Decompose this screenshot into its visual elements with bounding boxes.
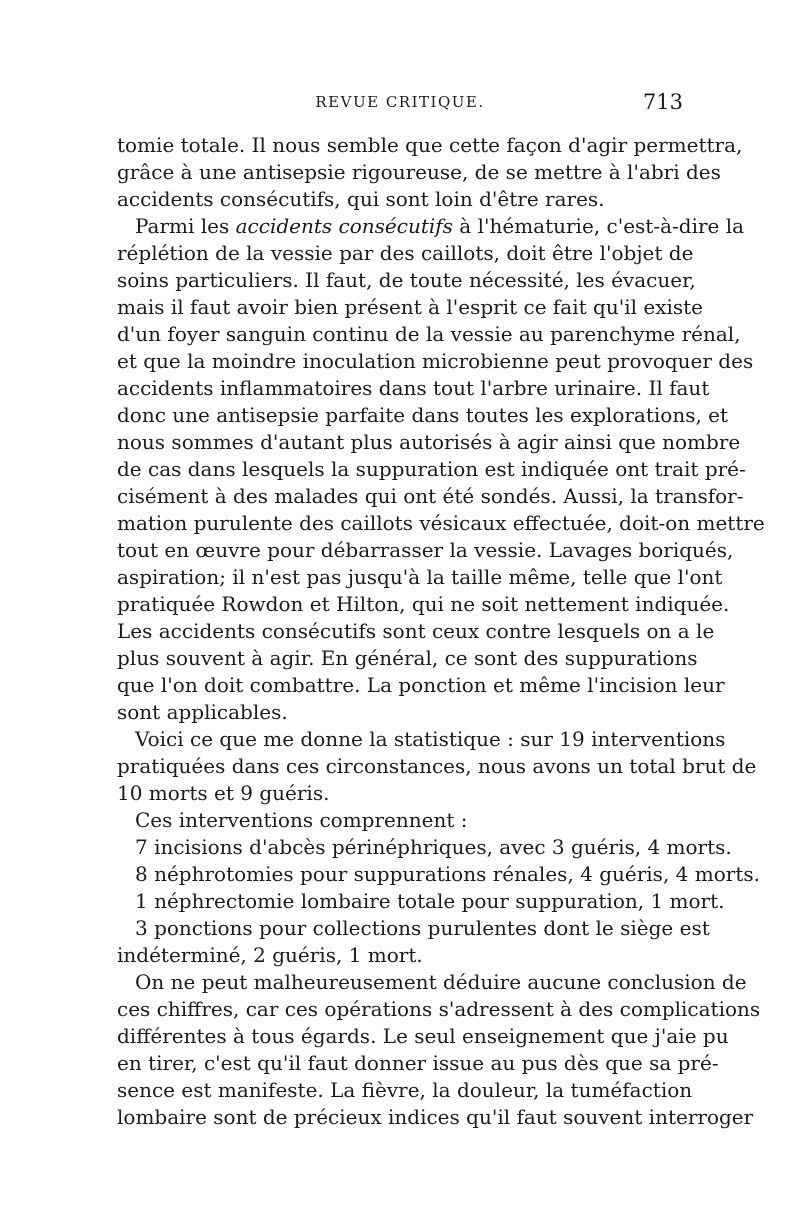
italic-phrase: accidents consécutifs — [235, 214, 453, 238]
text-line: plus souvent à agir. En général, ce sont des suppurations — [117, 646, 698, 670]
text-line: On ne peut malheureusement déduire aucune conclusion de — [135, 970, 747, 994]
text-line: que l'on doit combattre. La ponction et même l'incision leur — [117, 673, 725, 697]
text-line: ces chiffres, car ces opérations s'adressent à des complications — [117, 997, 761, 1021]
text-line: sence est manifeste. La fièvre, la douleur, la tuméfaction — [117, 1078, 693, 1102]
text-line: cisément à des malades qui ont été sondés. Aussi, la transfor- — [117, 484, 744, 508]
text-line: et que la moindre inoculation microbienne peut provoquer des — [117, 349, 754, 373]
text-line: Les accidents consécutifs sont ceux contre lesquels on a le — [117, 619, 715, 643]
header-title: REVUE CRITIQUE. — [315, 93, 485, 111]
text-line: aspiration; il n'est pas jusqu'à la taille même, telle que l'ont — [117, 565, 723, 589]
text-line: mais il faut avoir bien présent à l'esprit ce fait qu'il existe — [117, 295, 704, 319]
text-line: pratiquée Rowdon et Hilton, qui ne soit nettement indiquée. — [117, 592, 730, 616]
statistic-line: 1 néphrectomie lombaire totale pour suppuration, 1 mort. — [135, 889, 725, 913]
text-line: sont applicables. — [117, 700, 288, 724]
text-line: soins particuliers. Il faut, de toute nécessité, les évacuer, — [117, 268, 696, 292]
text-line: tout en œuvre pour débarrasser la vessie. Lavages boriqués, — [117, 538, 734, 562]
text-line: en tirer, c'est qu'il faut donner issue au pus dès que sa pré- — [117, 1051, 719, 1075]
text-line: lombaire sont de précieux indices qu'il faut souvent interroger — [117, 1105, 754, 1129]
text-line: différentes à tous égards. Le seul enseignement que j'aie pu — [117, 1024, 729, 1048]
statistic-line: 3 ponctions pour collections purulentes dont le siège est — [135, 916, 710, 940]
text-line: donc une antisepsie parfaite dans toutes les explorations, et — [117, 403, 729, 427]
text-line: Ces interventions comprennent : — [135, 808, 468, 832]
statistic-line: 8 néphrotomies pour suppurations rénales, 4 guéris, 4 morts. — [135, 862, 760, 886]
text-line: réplétion de la vessie par des caillots, doit être l'objet de — [117, 241, 694, 265]
text-line: grâce à une antisepsie rigoureuse, de se mettre à l'abri des — [117, 160, 721, 184]
text-line: mation purulente des caillots vésicaux effectuée, doit-on mettre — [117, 511, 765, 535]
text-line: accidents consécutifs, qui sont loin d'être rares. — [117, 187, 605, 211]
text-line: nous sommes d'autant plus autorisés à agir ainsi que nombre — [117, 430, 741, 454]
running-header — [117, 90, 683, 123]
text-line: pratiquées dans ces circonstances, nous avons un total brut de — [117, 754, 757, 778]
statistic-line: 7 incisions d'abcès périnéphriques, avec 3 guéris, 4 morts. — [135, 835, 732, 859]
text-line-emphasis: Parmi les accidents consécutifs à l'hématurie, c'est-à-dire la — [135, 214, 745, 238]
page-number: 713 — [642, 90, 683, 114]
text-line: d'un foyer sanguin continu de la vessie au parenchyme rénal, — [117, 322, 741, 346]
text-line: Voici ce que me donne la statistique : sur 19 interventions — [135, 727, 726, 751]
text-line: accidents inflammatoires dans tout l'arbre urinaire. Il faut — [117, 376, 710, 400]
text-line: 10 morts et 9 guéris. — [117, 781, 330, 805]
text-line: de cas dans lesquels la suppuration est indiquée ont trait pré- — [117, 457, 746, 481]
statistic-line: indéterminé, 2 guéris, 1 mort. — [117, 943, 423, 967]
text-line: tomie totale. Il nous semble que cette façon d'agir permettra, — [117, 133, 743, 157]
